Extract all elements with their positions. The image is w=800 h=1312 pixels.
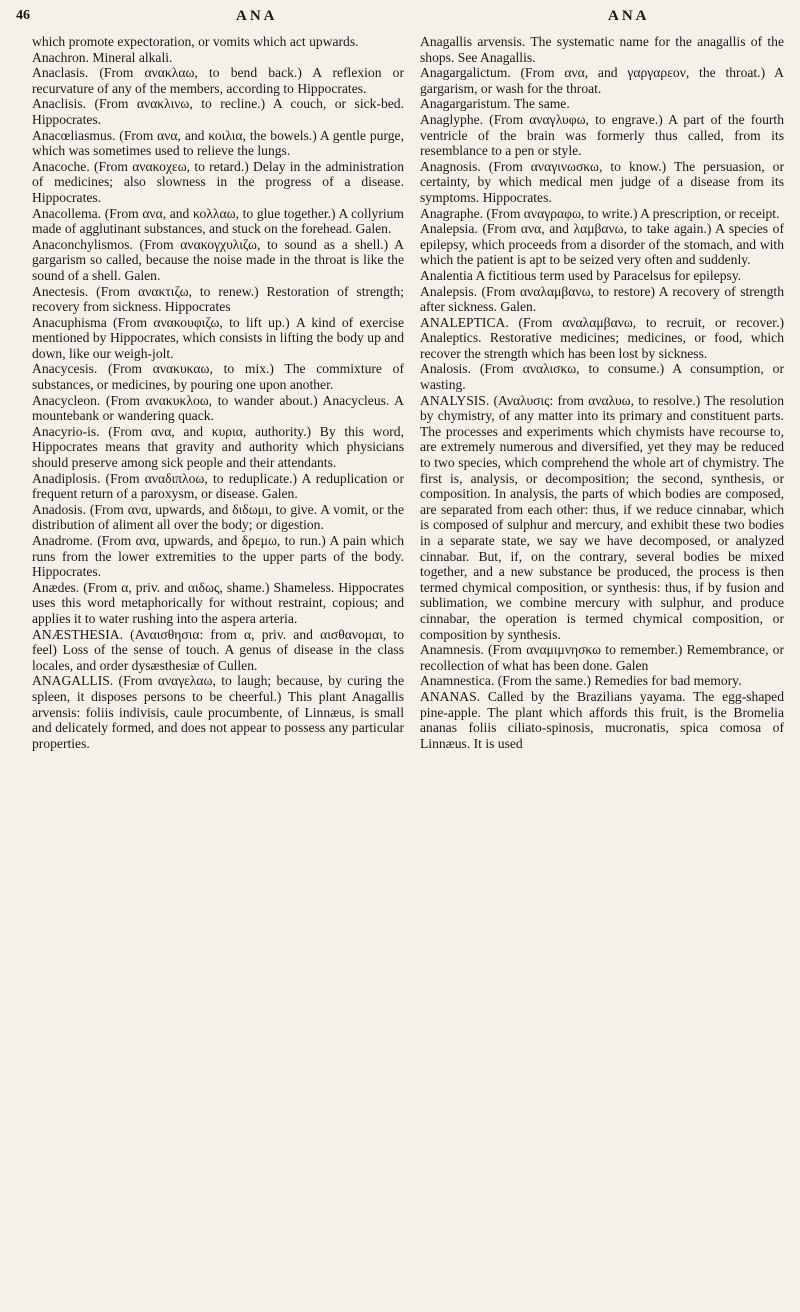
entry: Anacollema. (From ανα, and κολλαω, to glue together.) A collyrium made of agglutinant substances, and stuck on the forehead. Galen. [32, 205, 404, 237]
page-number: 46 [16, 8, 30, 23]
entry: ANANAS. Called by the Brazilians yayama. The egg-shaped pine-apple. The plant which affords this fruit, is the Bromelia ananas foliis ciliato-spinosis, mucronatis, spica comosa of Linnæus. It is used [420, 688, 784, 751]
entry: Anacyrio-is. (From ανα, and κυρια, authority.) By this word, Hippocrates means that gravity and authority which physicians should preserve among sick people and their attendants. [32, 423, 404, 471]
entry: Anacuphismа (From ανακουφιζω, to lift up.) A kind of exercise mentioned by Hippocrates, which consists in lifting the body up and down, like our weigh-jolt. [32, 314, 404, 361]
entry: Analepsia. (From ανα, and λαμβανω, to take again.) A species of epilepsy, which proceeds from a disorder of the stomach, and with which the patient is apt to be seized very often and suddenly. [420, 221, 784, 268]
entry: Anaglyphe. (From αναγλυφω, to engrave.) A part of the fourth ventricle of the brain was formerly thus called, from its resemblance to a pen or style. [420, 111, 784, 159]
entry: Anacycesis. (From ανακυκαω, to mix.) The commixture of substances, or medicines, by pouring one upon another. [32, 361, 404, 393]
entry: ANALYSIS. (Αναλυσις: from αναλυω, to resolve.) The resolution by chymistry, of any matter into its primary and constituent parts. The processes and experiments which chymists have recourse to, are extremely numerous and diversified, yet they may be reduced to two species, which comprehend the whole art of chymistry. The first is, analysis, or decomposition; the second, synthesis, or composition. In analysis, the parts of which bodies are composed, are separated from each other: thus, if we reduce cinnabar, which is composed of sulphur and mercury, and exhibit these two bodies in a separate state, we say we have decomposed, or analyzed cinnabar. But, if, on the contrary, several bodies be mixed together, and a new substance be produced, the process is then termed chymical composition, or synthesis: thus, if by fusion and sublimation, we combine mercury with sulphur, and produce cinnabar, the operation is termed chymical composition, or composition by synthesis. [420, 392, 784, 642]
entry: Anectesis. (From ανακτιζω, to renew.) Restoration of strength; recovery from sickness. Hippocrates [32, 283, 404, 315]
entry: Anagraphe. (From αναγραφω, to write.) A prescription, or receipt. [420, 205, 780, 221]
entry: ANALEPTICA. (From αναλαμβανω, to recruit, or recover.) Analeptics. Restorative medicines; medicines, or food, which recover the strength which has been lost by sickness. [420, 314, 784, 361]
entry: Anagnosis. (From αναγινωσκω, to know.) The persuasion, or certainty, by which medical men judge of a disease from its symptoms. Hippocrates. [420, 158, 784, 205]
entry: Anaclasis. (From ανακλαω, to bend back.) A reflexion or recurvature of any of the members, according to Hippocrates. [32, 65, 404, 96]
entry: Anadrome. (From ανα, upwards, and δρεμω, to run.) A pain which runs from the lower extremities to the upper parts of the body. Hippocrates. [32, 533, 404, 580]
entry: Anamnestica. (From the same.) Remedies for bad memory. [420, 673, 742, 689]
left-column [32, 34, 404, 751]
page-header [0, 8, 800, 34]
entry: Anadosis. (From ανα, upwards, and διδωμι, to give. A vomit, or the distribution of aliment all over the body; or digestion. [32, 501, 404, 533]
entry: Anaclisis. (From ανακλινω, to recline.) A couch, or sick-bed. Hippocrates. [32, 96, 404, 127]
entry: Anagallis arvensis. The systematic name for the anagallis of the shops. See Anagallis. [420, 34, 784, 65]
entry: Anagargaristum. The same. [420, 96, 570, 112]
entry: Anacœliasmus. (From ανα, and κοιλια, the bowels.) A gentle purge, which was sometimes used to relieve the lungs. [32, 127, 404, 159]
running-head-left: ANA [236, 8, 278, 24]
entry: Anacoche. (From ανακοχεω, to retard.) Delay in the administration of medicines; also slowness in the progress of a disease. Hippocrates. [32, 158, 404, 205]
entry: Anamnesis. (From αναμιμνησκω to remember.) Remembrance, or recollection of what has been done. Galen [420, 642, 784, 673]
entry: ANÆSTHESIA. (Αναισθησια: from α, priv. and αισθανομαι, to feel) Loss of the sense of touch. A genus of disease in the class locales, and order dysæsthesiæ of Cullen. [32, 626, 404, 673]
entry: which promote expectoration, or vomits which act upwards. [32, 34, 359, 49]
entry: Anachron. Mineral alkali. [32, 49, 173, 65]
entry: Anædes. (From α, priv. and αιδως, shame.) Shameless. Hippocrates uses this word metaphorically for without restraint, copious; and applies it to water rushing into the aspera arteria. [32, 579, 404, 626]
entry: Anadiplosis. (From αναδιπλοω, to reduplicate.) A reduplication or frequent return of a paroxysm, or disease. Galen. [32, 470, 404, 502]
entry: Anaconchylismos. (From ανακογχυλιζω, to sound as a shell.) A gargarism so called, because the noise made in the throat is like the sound of a shell. Galen. [32, 236, 404, 283]
entry: Anagargalictum. (From ανα, and γαργαρεον, the throat.) A gargarism, or wash for the throat. [420, 65, 784, 96]
right-column [420, 34, 784, 751]
entry: Anacycleon. (From ανακυκλοω, to wander about.) Anacycleus. A mountebank or wandering quack. [32, 392, 404, 424]
entry: Analosis. (From αναλισκω, to consume.) A consumption, or wasting. [420, 361, 784, 393]
entry: Analentia A fictitious term used by Paracelsus for epilepsy. [420, 267, 742, 283]
entry: ANAGALLIS. (From αναγελαω, to laugh; because, by curing the spleen, it disposes persons to be cheerful.) This plant Anagallis arvensis: foliis indivisis, caule procumbente, of Linnæus, is small and delicately formed, and does not appear to possess any particular properties. [32, 673, 404, 751]
entry: Analepsis. (From αναλαμβανω, to restore) A recovery of strength after sickness. Galen. [420, 283, 784, 315]
running-head-right: ANA [608, 8, 650, 24]
